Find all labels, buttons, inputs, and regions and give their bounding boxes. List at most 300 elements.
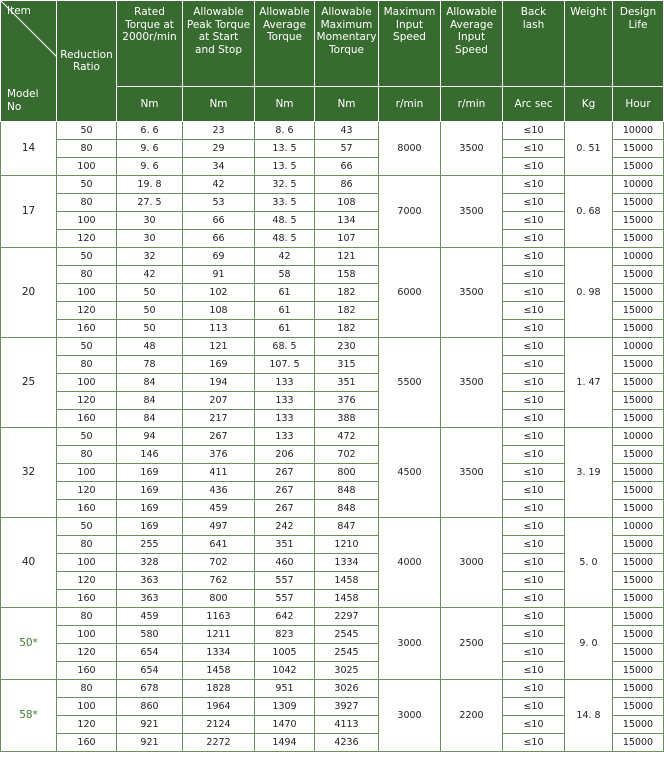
backlash-cell: ≤10 [503,158,565,176]
rated-torque-cell: 9. 6 [117,158,183,176]
table-row [1,122,664,140]
table-row [1,680,664,698]
unit-cell: Kg [565,87,613,122]
ratio-cell: 80 [57,446,117,464]
ratio-cell: 80 [57,536,117,554]
ratio-cell: 160 [57,734,117,752]
table-row [1,716,664,734]
ratio-cell: 100 [57,464,117,482]
peak-torque-cell: 121 [183,338,255,356]
ratio-cell: 80 [57,140,117,158]
peak-torque-cell: 1458 [183,662,255,680]
peak-torque-cell: 1964 [183,698,255,716]
rated-torque-cell: 169 [117,500,183,518]
backlash-cell: ≤10 [503,590,565,608]
rated-torque-cell: 580 [117,626,183,644]
avg-torque-cell: 267 [255,500,315,518]
rated-torque-header: Rated Torque at 2000r/min [117,1,183,87]
table-row [1,338,664,356]
rated-torque-cell: 328 [117,554,183,572]
table-row [1,410,664,428]
avg-input-speed-cell: 3500 [441,248,503,338]
rated-torque-cell: 255 [117,536,183,554]
header-row [1,1,664,87]
backlash-cell: ≤10 [503,320,565,338]
avg-torque-cell: 642 [255,608,315,626]
max-input-speed-cell: 3000 [379,680,441,752]
avg-input-speed-cell: 3000 [441,518,503,608]
backlash-cell: ≤10 [503,410,565,428]
backlash-cell: ≤10 [503,662,565,680]
weight-cell: 1. 47 [565,338,613,428]
max-input-speed-cell: 6000 [379,248,441,338]
max-input-speed-header: Maximum Input Speed [379,1,441,87]
peak-torque-cell: 459 [183,500,255,518]
table-row [1,536,664,554]
table-row [1,284,664,302]
backlash-cell: ≤10 [503,716,565,734]
rated-torque-cell: 32 [117,248,183,266]
max-momentary-header: Allowable Maximum Momentary Torque [315,1,379,87]
avg-torque-cell: 1005 [255,644,315,662]
avg-torque-cell: 61 [255,302,315,320]
peak-torque-cell: 42 [183,176,255,194]
ratio-cell: 120 [57,302,117,320]
max-momentary-cell: 3025 [315,662,379,680]
ratio-cell: 120 [57,716,117,734]
avg-torque-cell: 58 [255,266,315,284]
max-momentary-cell: 848 [315,482,379,500]
table-row [1,248,664,266]
design-life-cell: 15000 [613,608,664,626]
max-input-speed-cell: 7000 [379,176,441,248]
ratio-cell: 160 [57,662,117,680]
rated-torque-cell: 6. 6 [117,122,183,140]
design-life-cell: 10000 [613,518,664,536]
unit-cell: r/min [379,87,441,122]
backlash-cell: ≤10 [503,554,565,572]
max-momentary-cell: 388 [315,410,379,428]
table-row [1,140,664,158]
design-life-cell: 10000 [613,338,664,356]
design-life-header: Design Life [613,1,664,87]
backlash-cell: ≤10 [503,626,565,644]
model-cell: 40 [1,518,57,608]
backlash-cell: ≤10 [503,572,565,590]
design-life-cell: 10000 [613,428,664,446]
table-row [1,212,664,230]
table-row [1,482,664,500]
ratio-cell: 100 [57,626,117,644]
model-cell: 50* [1,608,57,680]
ratio-cell: 160 [57,320,117,338]
table-row [1,662,664,680]
backlash-cell: ≤10 [503,464,565,482]
design-life-cell: 15000 [613,446,664,464]
avg-input-speed-cell: 3500 [441,338,503,428]
backlash-cell: ≤10 [503,428,565,446]
backlash-cell: ≤10 [503,194,565,212]
table-row [1,392,664,410]
rated-torque-cell: 30 [117,230,183,248]
unit-cell: Arc sec [503,87,565,122]
item-model-header [1,1,57,122]
table-row [1,356,664,374]
max-momentary-cell: 182 [315,284,379,302]
weight-cell: 0. 68 [565,176,613,248]
ratio-cell: 80 [57,356,117,374]
avg-torque-cell: 48. 5 [255,212,315,230]
table-row [1,608,664,626]
avg-torque-cell: 351 [255,536,315,554]
ratio-cell: 100 [57,158,117,176]
table-row [1,734,664,752]
peak-torque-cell: 411 [183,464,255,482]
peak-torque-cell: 169 [183,356,255,374]
rated-torque-cell: 48 [117,338,183,356]
max-momentary-cell: 2545 [315,626,379,644]
model-no-label: Model No [7,88,39,113]
design-life-cell: 15000 [613,644,664,662]
backlash-header: Back lash [503,1,565,87]
avg-torque-cell: 133 [255,428,315,446]
ratio-cell: 100 [57,212,117,230]
rated-torque-cell: 169 [117,482,183,500]
design-life-cell: 15000 [613,680,664,698]
avg-torque-cell: 13. 5 [255,140,315,158]
ratio-cell: 80 [57,680,117,698]
max-input-speed-cell: 3000 [379,608,441,680]
design-life-cell: 15000 [613,590,664,608]
design-life-cell: 15000 [613,572,664,590]
max-momentary-cell: 66 [315,158,379,176]
backlash-cell: ≤10 [503,644,565,662]
table-row [1,572,664,590]
design-life-cell: 15000 [613,284,664,302]
ratio-cell: 100 [57,554,117,572]
peak-torque-cell: 267 [183,428,255,446]
backlash-cell: ≤10 [503,338,565,356]
avg-input-speed-cell: 3500 [441,122,503,176]
table-row [1,446,664,464]
avg-torque-cell: 61 [255,320,315,338]
ratio-cell: 120 [57,392,117,410]
max-momentary-cell: 1458 [315,590,379,608]
design-life-cell: 15000 [613,698,664,716]
avg-torque-cell: 8. 6 [255,122,315,140]
avg-torque-cell: 267 [255,464,315,482]
backlash-cell: ≤10 [503,356,565,374]
ratio-cell: 100 [57,374,117,392]
rated-torque-cell: 169 [117,518,183,536]
peak-torque-cell: 1163 [183,608,255,626]
rated-torque-cell: 363 [117,590,183,608]
max-momentary-cell: 158 [315,266,379,284]
ratio-cell: 120 [57,482,117,500]
peak-torque-header: Allowable Peak Torque at Start and Stop [183,1,255,87]
peak-torque-cell: 69 [183,248,255,266]
table-row [1,644,664,662]
avg-input-speed-cell: 2500 [441,608,503,680]
avg-input-speed-cell: 3500 [441,428,503,518]
ratio-cell: 50 [57,338,117,356]
max-momentary-cell: 43 [315,122,379,140]
rated-torque-cell: 19. 8 [117,176,183,194]
table-row [1,266,664,284]
ratio-cell: 120 [57,644,117,662]
avg-torque-cell: 32. 5 [255,176,315,194]
rated-torque-cell: 78 [117,356,183,374]
max-momentary-cell: 2545 [315,644,379,662]
unit-cell: Nm [315,87,379,122]
backlash-cell: ≤10 [503,302,565,320]
avg-torque-cell: 460 [255,554,315,572]
peak-torque-cell: 23 [183,122,255,140]
peak-torque-cell: 29 [183,140,255,158]
model-cell: 32 [1,428,57,518]
peak-torque-cell: 497 [183,518,255,536]
design-life-cell: 15000 [613,734,664,752]
max-momentary-cell: 3927 [315,698,379,716]
peak-torque-cell: 113 [183,320,255,338]
peak-torque-cell: 194 [183,374,255,392]
avg-torque-cell: 1494 [255,734,315,752]
avg-torque-cell: 951 [255,680,315,698]
design-life-cell: 15000 [613,662,664,680]
rated-torque-cell: 84 [117,392,183,410]
peak-torque-cell: 207 [183,392,255,410]
max-momentary-cell: 121 [315,248,379,266]
max-momentary-cell: 315 [315,356,379,374]
table-row [1,698,664,716]
max-momentary-cell: 847 [315,518,379,536]
peak-torque-cell: 34 [183,158,255,176]
design-life-cell: 15000 [613,374,664,392]
ratio-cell: 50 [57,518,117,536]
peak-torque-cell: 217 [183,410,255,428]
design-life-cell: 10000 [613,176,664,194]
table-row [1,176,664,194]
backlash-cell: ≤10 [503,608,565,626]
weight-cell: 5. 0 [565,518,613,608]
design-life-cell: 15000 [613,194,664,212]
table-row [1,500,664,518]
ratio-cell: 160 [57,410,117,428]
avg-torque-cell: 267 [255,482,315,500]
backlash-cell: ≤10 [503,176,565,194]
rated-torque-cell: 84 [117,374,183,392]
peak-torque-cell: 53 [183,194,255,212]
backlash-cell: ≤10 [503,212,565,230]
weight-cell: 0. 98 [565,248,613,338]
max-momentary-cell: 230 [315,338,379,356]
avg-input-speed-header: Allowable Average Input Speed [441,1,503,87]
avg-torque-cell: 206 [255,446,315,464]
rated-torque-cell: 50 [117,302,183,320]
design-life-cell: 15000 [613,626,664,644]
design-life-cell: 15000 [613,212,664,230]
avg-torque-cell: 242 [255,518,315,536]
table-row [1,374,664,392]
max-momentary-cell: 472 [315,428,379,446]
table-row [1,230,664,248]
backlash-cell: ≤10 [503,734,565,752]
table-row [1,194,664,212]
table-row [1,518,664,536]
peak-torque-cell: 2124 [183,716,255,734]
avg-torque-cell: 1309 [255,698,315,716]
rated-torque-cell: 654 [117,644,183,662]
avg-torque-cell: 823 [255,626,315,644]
max-input-speed-cell: 4000 [379,518,441,608]
table-row [1,554,664,572]
peak-torque-cell: 1211 [183,626,255,644]
peak-torque-cell: 1828 [183,680,255,698]
peak-torque-cell: 762 [183,572,255,590]
max-input-speed-cell: 4500 [379,428,441,518]
item-label: Item [7,5,31,17]
avg-torque-cell: 42 [255,248,315,266]
rated-torque-cell: 921 [117,734,183,752]
peak-torque-cell: 641 [183,536,255,554]
peak-torque-cell: 102 [183,284,255,302]
rated-torque-cell: 42 [117,266,183,284]
avg-torque-cell: 68. 5 [255,338,315,356]
ratio-cell: 160 [57,500,117,518]
design-life-cell: 15000 [613,320,664,338]
weight-cell: 3. 19 [565,428,613,518]
model-cell: 25 [1,338,57,428]
design-life-cell: 15000 [613,464,664,482]
max-momentary-cell: 1458 [315,572,379,590]
avg-input-speed-cell: 3500 [441,176,503,248]
avg-torque-cell: 1042 [255,662,315,680]
rated-torque-cell: 9. 6 [117,140,183,158]
design-life-cell: 15000 [613,500,664,518]
table-row [1,464,664,482]
weight-header: Weight [565,1,613,87]
max-momentary-cell: 107 [315,230,379,248]
unit-cell: Nm [255,87,315,122]
backlash-cell: ≤10 [503,392,565,410]
design-life-cell: 15000 [613,536,664,554]
max-momentary-cell: 376 [315,392,379,410]
backlash-cell: ≤10 [503,680,565,698]
backlash-cell: ≤10 [503,284,565,302]
weight-cell: 0. 51 [565,122,613,176]
avg-torque-cell: 107. 5 [255,356,315,374]
ratio-cell: 120 [57,230,117,248]
rated-torque-cell: 860 [117,698,183,716]
unit-cell: r/min [441,87,503,122]
backlash-cell: ≤10 [503,230,565,248]
max-momentary-cell: 702 [315,446,379,464]
ratio-cell: 80 [57,194,117,212]
peak-torque-cell: 376 [183,446,255,464]
design-life-cell: 10000 [613,122,664,140]
rated-torque-cell: 30 [117,212,183,230]
weight-cell: 14. 8 [565,680,613,752]
table-row [1,158,664,176]
rated-torque-cell: 169 [117,464,183,482]
rated-torque-cell: 654 [117,662,183,680]
peak-torque-cell: 91 [183,266,255,284]
ratio-cell: 100 [57,698,117,716]
model-cell: 20 [1,248,57,338]
avg-torque-cell: 33. 5 [255,194,315,212]
rated-torque-cell: 921 [117,716,183,734]
weight-cell: 9. 0 [565,608,613,680]
backlash-cell: ≤10 [503,482,565,500]
peak-torque-cell: 66 [183,230,255,248]
backlash-cell: ≤10 [503,698,565,716]
design-life-cell: 15000 [613,554,664,572]
max-momentary-cell: 1334 [315,554,379,572]
table-row [1,302,664,320]
peak-torque-cell: 436 [183,482,255,500]
table-row [1,626,664,644]
max-momentary-cell: 351 [315,374,379,392]
max-momentary-cell: 86 [315,176,379,194]
rated-torque-cell: 678 [117,680,183,698]
avg-torque-cell: 13. 5 [255,158,315,176]
model-cell: 14 [1,122,57,176]
ratio-cell: 50 [57,428,117,446]
backlash-cell: ≤10 [503,374,565,392]
avg-input-speed-cell: 2200 [441,680,503,752]
avg-torque-cell: 133 [255,392,315,410]
avg-torque-cell: 133 [255,374,315,392]
model-cell: 58* [1,680,57,752]
rated-torque-cell: 363 [117,572,183,590]
max-momentary-cell: 4113 [315,716,379,734]
peak-torque-cell: 66 [183,212,255,230]
unit-cell: Nm [117,87,183,122]
reduction-ratio-header: Reduction Ratio [57,1,117,122]
design-life-cell: 15000 [613,356,664,374]
rated-torque-cell: 459 [117,608,183,626]
design-life-cell: 15000 [613,410,664,428]
unit-cell: Nm [183,87,255,122]
design-life-cell: 15000 [613,716,664,734]
design-life-cell: 15000 [613,302,664,320]
max-momentary-cell: 182 [315,320,379,338]
max-momentary-cell: 848 [315,500,379,518]
max-momentary-cell: 108 [315,194,379,212]
design-life-cell: 15000 [613,158,664,176]
max-momentary-cell: 182 [315,302,379,320]
max-momentary-cell: 1210 [315,536,379,554]
ratio-cell: 50 [57,248,117,266]
design-life-cell: 15000 [613,266,664,284]
avg-torque-cell: 133 [255,410,315,428]
max-momentary-cell: 134 [315,212,379,230]
max-momentary-cell: 3026 [315,680,379,698]
ratio-cell: 80 [57,266,117,284]
rated-torque-cell: 146 [117,446,183,464]
ratio-cell: 80 [57,608,117,626]
ratio-cell: 50 [57,122,117,140]
avg-torque-cell: 48. 5 [255,230,315,248]
rated-torque-cell: 50 [117,284,183,302]
backlash-cell: ≤10 [503,500,565,518]
peak-torque-cell: 800 [183,590,255,608]
backlash-cell: ≤10 [503,140,565,158]
table-body [1,122,664,752]
rated-torque-cell: 27. 5 [117,194,183,212]
unit-cell: Hour [613,87,664,122]
avg-torque-cell: 61 [255,284,315,302]
